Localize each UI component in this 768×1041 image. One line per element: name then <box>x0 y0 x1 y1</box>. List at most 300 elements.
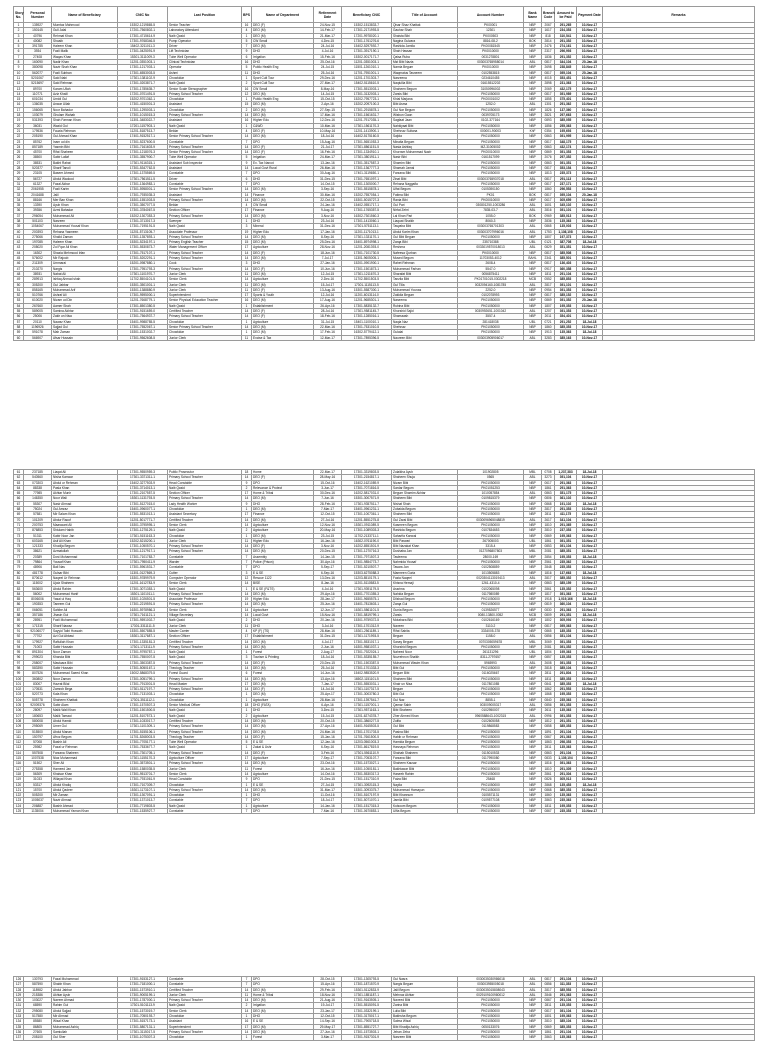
table-cell: 15402-0551717-1 <box>342 203 392 208</box>
table-cell: Rashida Jamila <box>392 44 458 49</box>
table-cell: 17301-1089303-3 <box>342 528 392 533</box>
table-cell: 9-Aug-16 <box>314 208 342 213</box>
table-cell: UBL <box>524 319 542 324</box>
table-cell: Constable <box>168 977 242 982</box>
table-cell: 48 <box>14 271 24 276</box>
table-cell: 1,019,166 <box>555 597 577 602</box>
table-cell: 18-Jul-18 <box>577 570 603 575</box>
table-cell: 291,104 <box>555 998 577 1003</box>
table-cell: DHO <box>252 793 314 798</box>
table-cell: PK000503 <box>458 33 524 38</box>
table-cell: 10-Nov-17 <box>577 23 603 28</box>
table-cell: NBP <box>524 586 542 591</box>
table-cell: NBP <box>524 655 542 660</box>
table-cell: 3-Jul-16 <box>314 623 342 628</box>
table-cell: 31-Dec-15 <box>314 634 342 639</box>
table-cell: DEO (M) <box>252 102 314 107</box>
table-cell: Zher Ahmed Khan <box>392 713 458 718</box>
table-cell: 17301-5155106-1 <box>118 729 168 734</box>
table-cell: 0116025667 <box>458 671 524 676</box>
column-header: Name of Department <box>252 7 314 23</box>
table-cell: Primary School Teacher <box>168 549 242 554</box>
table-cell: 10-Nov-17 <box>577 1035 603 1040</box>
table-cell: 24-Mar-16 <box>314 729 342 734</box>
table-cell: 30-Aug-16 <box>314 171 342 176</box>
table-cell: 10-Nov-17 <box>577 75 603 80</box>
table-cell: 296,993 <box>555 49 577 54</box>
table-cell: 411,175 <box>555 512 577 517</box>
table-cell: 39 <box>14 224 24 229</box>
table-cell: Sardar Begum <box>392 485 458 490</box>
table-cell: PK00010000 <box>458 197 524 202</box>
table-cell: 557508 <box>24 750 52 755</box>
table-cell: 274,161 <box>555 44 577 49</box>
table-cell: 10-Nov-17 <box>577 113 603 118</box>
table-cell: 15-Oct-16 <box>314 480 342 485</box>
table-cell: 1811 <box>542 803 555 808</box>
table-cell: Naheed Noor <box>392 650 458 655</box>
table-cell: 1 <box>14 23 24 28</box>
table-cell: 0856 <box>542 982 555 987</box>
table-cell: Bali Nas <box>52 565 118 570</box>
table-cell: 56002 <box>24 591 52 596</box>
table-cell: 0858 <box>542 724 555 729</box>
table-cell: Saharifa Kanwal <box>392 533 458 538</box>
table-cell: 0863 <box>542 144 555 149</box>
table-cell: 291,305 <box>555 766 577 771</box>
table-cell: 0617 <box>542 197 555 202</box>
table-cell: 353,154 <box>555 166 577 171</box>
table-cell: 291,365 <box>555 522 577 527</box>
table-cell: 10-Nov-17 <box>577 187 603 192</box>
table-cell: 17301-7050193-7 <box>118 1014 168 1019</box>
table-cell: 305200 <box>24 282 52 287</box>
table-cell: 391,353 <box>555 703 577 708</box>
table-cell: Village Secretary <box>168 613 242 618</box>
table-cell: 27-Sep-15 <box>314 107 342 112</box>
table-cell: 17301-3115017-5 <box>118 1029 168 1034</box>
table-cell: Assistant <box>168 192 242 197</box>
table-cell: 45 <box>14 256 24 261</box>
table-cell: 17301-4715614-9 <box>118 33 168 38</box>
table-cell: 10-Nov-17 <box>577 54 603 59</box>
table-cell: 15302-0017171-7 <box>342 54 392 59</box>
table-cell: 0868 <box>542 787 555 792</box>
table-cell: NBP <box>524 266 542 271</box>
table-cell: 17301-7913001-5 <box>118 681 168 686</box>
table-cell: Rifat Sabita <box>392 628 458 633</box>
table-cell: 16202-5817031-0 <box>342 491 392 496</box>
table-cell: 38931 <box>24 271 52 276</box>
table-cell: NBP <box>524 287 542 292</box>
table-cell: PK01050000 <box>458 234 524 239</box>
table-cell: 27-Jan-16 <box>314 261 342 266</box>
table-cell: PK01050000 <box>458 91 524 96</box>
table-cell: 17301-1713111-9 <box>118 644 168 649</box>
table-cell: Said Rehman <box>52 81 118 86</box>
table-cell: 1 <box>242 803 252 808</box>
table-cell: Naib Qasid <box>168 803 242 808</box>
table-cell: 18-Jul-17 <box>314 798 342 803</box>
table-cell: 13 <box>14 86 24 91</box>
table-cell: NBP <box>524 496 542 501</box>
table-cell: CW Small <box>252 86 314 91</box>
table-cell: 15-Jan-16 <box>314 734 342 739</box>
table-cell: 195,693 <box>555 128 577 133</box>
table-cell: 108 <box>14 718 24 723</box>
table-cell: 85580 <box>24 1019 52 1024</box>
table-cell: Higher Edu <box>252 229 314 234</box>
table-cell: NBP <box>524 480 542 485</box>
table-cell: 17301-5107197-9 <box>342 793 392 798</box>
table-cell: 26-Mar-16 <box>314 166 342 171</box>
table-cell: 31-Jul-15 <box>314 319 342 324</box>
table-cell: 10-Nov-17 <box>577 107 603 112</box>
table-cell: 0117801085 <box>458 681 524 686</box>
table-cell: 17301-3517587-3 <box>342 160 392 165</box>
table-cell: Cutter <box>168 570 242 575</box>
table-cell: 28000-169 <box>458 554 524 559</box>
table-cell: 82 <box>14 581 24 586</box>
table-cell: 385,163 <box>555 335 577 340</box>
table-cell: 0969 <box>542 213 555 218</box>
table-cell: 2 <box>242 1003 252 1008</box>
table-cell: Muhammad Wasim Khan <box>392 660 458 665</box>
table-cell: 2 <box>242 618 252 623</box>
table-cell: 21-Jul-17 <box>314 144 342 149</box>
table-cell: 16302-7301560-3 <box>342 213 392 218</box>
table-cell: 17-Jan-16 <box>314 229 342 234</box>
table-cell: Assembly <box>252 554 314 559</box>
table-cell: 10-Nov-17 <box>577 798 603 803</box>
table-cell: 0107834653 <box>458 528 524 533</box>
table-cell: Tube Well Operator <box>168 740 242 745</box>
table-cell: 17301-5553031-1 <box>342 681 392 686</box>
table-cell: 1 <box>242 303 252 308</box>
table-cell: 297,663 <box>555 113 577 118</box>
table-cell: Ex. Tax Narcot <box>252 160 314 165</box>
table-cell: 14 <box>242 496 252 501</box>
table-cell: 20-Jan-16 <box>314 618 342 623</box>
table-cell: 395,363 <box>555 623 577 628</box>
table-cell: Salma Wisal <box>392 1019 458 1024</box>
table-cell: 18-Jul-18 <box>577 240 603 245</box>
table-cell: 17301-1573503-1 <box>342 1029 392 1034</box>
table-cell: 18-Jul-18 <box>577 501 603 506</box>
table-cell: 17301-7101783-7 <box>118 554 168 559</box>
table-cell: NBP <box>524 507 542 512</box>
table-cell: 2698 <box>542 65 555 70</box>
table-cell: NBP <box>524 681 542 686</box>
table-cell: 14 <box>242 665 252 670</box>
table-cell: Bibi Shaheen <box>392 708 458 713</box>
table-cell: 344,104 <box>555 60 577 65</box>
table-cell: Primary School Teacher <box>168 750 242 755</box>
table-cell: 10-Nov-17 <box>577 998 603 1003</box>
table-cell: Shaista Bibi <box>392 33 458 38</box>
table-cell: PK01050000 <box>458 171 524 176</box>
table-cell: Assistant Secretary <box>168 512 242 517</box>
table-cell: DEO (M) <box>252 644 314 649</box>
table-cell: Fazal Muhammad <box>52 977 118 982</box>
table-cell: 0817 <box>542 70 555 75</box>
table-cell: 311,353 <box>555 982 577 987</box>
table-cell: 15-Oct-15 <box>314 97 342 102</box>
table-cell: 10-Nov-17 <box>577 987 603 992</box>
table-cell: DHO <box>252 501 314 506</box>
table-cell: 11 <box>14 75 24 80</box>
table-cell: Chowkidar <box>168 330 242 335</box>
table-cell: Gul Tilla <box>392 282 458 287</box>
table-cell: Agriculture <box>252 277 314 282</box>
table-cell: Forest <box>252 650 314 655</box>
table-cell: 46 <box>14 261 24 266</box>
table-cell: PK01050000 <box>458 139 524 144</box>
table-cell: 125 <box>14 809 24 814</box>
table-cell: 77985 <box>24 491 52 496</box>
table-cell: 540560 <box>24 475 52 480</box>
table-cell: DEO (M) <box>252 282 314 287</box>
table-cell: DEO (M) <box>252 549 314 554</box>
table-cell: 391,995 <box>555 134 577 139</box>
table-cell: 124 <box>14 803 24 808</box>
table-cell: Primary English Teacher <box>168 240 242 245</box>
table-cell: 15301-1388880-9 <box>118 287 168 292</box>
column-header: Amount to be Paid <box>555 7 577 23</box>
table-cell: 15-Jul-17 <box>314 282 342 287</box>
table-cell: Sharafat Bibi <box>392 271 458 276</box>
table-cell: NBP <box>524 512 542 517</box>
table-cell: 28-Jul-16 <box>314 309 342 314</box>
table-cell: DEO (M) <box>252 213 314 218</box>
table-cell: 10-Nov-17 <box>577 81 603 86</box>
table-cell: 10-Nov-17 <box>577 65 603 70</box>
table-cell: NBP <box>524 602 542 607</box>
table-cell: 15202-2097100-3 <box>342 102 392 107</box>
table-cell: 92009376 <box>24 703 52 708</box>
table-cell: Public Health Eng <box>252 97 314 102</box>
table-cell: 11201-6274378-7 <box>342 713 392 718</box>
table-cell: 003003955005018 <box>458 982 524 987</box>
table-cell: 4 <box>14 38 24 43</box>
table-cell: 206887 <box>24 803 52 808</box>
table-cell: 17301-3371311-1 <box>118 475 168 480</box>
table-cell: 17 <box>14 107 24 112</box>
table-cell: MCB <box>524 613 542 618</box>
table-cell: 0115010533 <box>458 750 524 755</box>
table-cell: 391,353 <box>555 287 577 292</box>
table-cell: 27605 <box>24 1029 52 1034</box>
table-cell: PK01050000 <box>458 803 524 808</box>
table-cell: 10-Nov-17 <box>577 639 603 644</box>
table-cell: 31050996002 <box>458 86 524 91</box>
table-cell: 31033 <box>24 777 52 782</box>
table-cell: 28-Nov-16 <box>314 245 342 250</box>
table-cell: 2 <box>242 107 252 112</box>
table-cell: 12-Jun-17 <box>314 607 342 612</box>
table-cell: 2846 <box>542 992 555 997</box>
table-cell: 101902805 <box>458 470 524 475</box>
table-cell: Naseema <box>392 298 458 303</box>
table-cell: NBP <box>524 314 542 319</box>
table-cell: E & SE (F&TS) <box>252 586 314 591</box>
table-cell: NBP <box>524 787 542 792</box>
table-cell: 29-Apr-16 <box>314 591 342 596</box>
table-cell: Haleem Khan <box>52 240 118 245</box>
table-cell: 14 <box>242 187 252 192</box>
table-cell: 275358 <box>24 766 52 771</box>
table-cell: 17301-7651097-1 <box>342 176 392 181</box>
table-cell: Primary School Teacher <box>168 724 242 729</box>
table-cell: Rehana Yasmeen <box>52 229 118 234</box>
table-cell: 10-Nov-17 <box>577 1029 603 1034</box>
table-cell: 17301-5807131-1 <box>118 1024 168 1029</box>
table-cell: 53317 <box>24 782 52 787</box>
table-cell: 195,363 <box>555 650 577 655</box>
table-cell: 391,363 <box>555 761 577 766</box>
table-cell: 0996 <box>542 713 555 718</box>
table-cell: 101 <box>14 681 24 686</box>
table-cell: 12 <box>14 81 24 86</box>
table-cell: 0070305059678 <box>458 639 524 644</box>
table-cell: NBP <box>524 197 542 202</box>
table-cell: 15301-5015727-3 <box>342 197 392 202</box>
table-cell: 22-Mar-17 <box>314 470 342 475</box>
table-cell: 11201-7668779-1 <box>118 298 168 303</box>
table-cell: 16502-1151101-5 <box>342 676 392 681</box>
table-cell: 0109577108 <box>458 798 524 803</box>
table-cell: 18 <box>242 470 252 475</box>
table-cell: Akhtar Munir <box>52 491 118 496</box>
table-cell: Zubaida Begum <box>392 507 458 512</box>
table-cell: Sports & Youth <box>252 293 314 298</box>
table-cell: 2848 <box>542 565 555 570</box>
table-cell: DEO (M) <box>252 1029 314 1034</box>
table-cell: 16302 <box>24 250 52 255</box>
table-cell: 291,104 <box>555 1029 577 1034</box>
table-cell: 14 <box>242 549 252 554</box>
table-cell: 15301-5234197-1 <box>118 240 168 245</box>
table-cell: 115 <box>14 756 24 761</box>
table-cell: 17301-1107317-5 <box>342 687 392 692</box>
table-cell: 10-Nov-17 <box>577 718 603 723</box>
table-cell: 6 <box>242 176 252 181</box>
table-cell: 10-Nov-17 <box>577 740 603 745</box>
table-cell: Rafiullah Khan <box>52 639 118 644</box>
table-cell: 14-Jun-16 <box>314 671 342 676</box>
table-cell: DHO <box>252 70 314 75</box>
table-cell: Primary School Teacher <box>168 787 242 792</box>
table-cell: PK01050000 <box>458 507 524 512</box>
table-cell: 235,363 <box>555 798 577 803</box>
table-cell: 12-Jan-16 <box>314 740 342 745</box>
table-cell: 291,104 <box>555 271 577 276</box>
table-cell: 17301-9153127-1 <box>118 977 168 982</box>
table-cell: 0868 <box>542 501 555 506</box>
table-cell: 17301-1007361-1 <box>342 512 392 517</box>
table-cell: Ujaiz Shaheen <box>52 581 118 586</box>
table-cell: 25-Apr-17 <box>314 692 342 697</box>
table-cell: 2817 <box>542 507 555 512</box>
table-cell: 17301-7131003-1 <box>118 692 168 697</box>
table-cell: Gul Nasra <box>392 977 458 982</box>
table-cell: 14 <box>242 607 252 612</box>
table-cell: Primary School Teacher <box>168 687 242 692</box>
table-cell: Naib Qasid <box>168 713 242 718</box>
table-cell: Mir Salam Khan <box>52 512 118 517</box>
table-cell: 92 <box>14 634 24 639</box>
table-cell: 7-Sep-17 <box>314 756 342 761</box>
table-cell: 391,989 <box>555 91 577 96</box>
table-cell: 69 <box>14 512 24 517</box>
table-cell: 197085 <box>24 240 52 245</box>
table-cell: 3-Mar-17 <box>314 1035 342 1040</box>
table-cell: 191,102 <box>555 501 577 506</box>
table-cell: 1 <box>242 745 252 750</box>
table-cell: Khalid Zaman <box>52 234 118 239</box>
table-cell: 0032094160-1081785 <box>458 282 524 287</box>
table-cell: NBP <box>524 33 542 38</box>
table-cell: Junior Clerk <box>168 538 242 543</box>
table-cell: 1807 <box>542 303 555 308</box>
table-cell: Nawaz Khan <box>52 319 118 324</box>
table-cell: 23105 <box>24 171 52 176</box>
table-cell: 17301-1101309-1 <box>118 724 168 729</box>
table-cell: Superintendent <box>168 293 242 298</box>
table-cell: Senior Clerk <box>168 771 242 776</box>
table-cell: Naeem Ahmad <box>52 998 118 1003</box>
table-cell: Naib Qasid <box>168 1003 242 1008</box>
table-cell: 15301-3093375-7 <box>342 787 392 792</box>
table-cell: 15301-1101011-1 <box>118 591 168 596</box>
table-cell: 11701-5268003-5 <box>118 734 168 739</box>
table-cell: 17 <box>242 293 252 298</box>
table-cell: Chowkidar <box>168 692 242 697</box>
table-cell: Sabir Alam <box>52 703 118 708</box>
table-cell: 94 <box>14 644 24 649</box>
table-cell: ABL <box>524 282 542 287</box>
table-cell: 391,352 <box>555 644 577 649</box>
table-cell: Primary School Teacher <box>168 602 242 607</box>
table-cell: Naib Qasid <box>168 33 242 38</box>
table-cell: Liaquat Shaikh <box>392 218 458 223</box>
table-cell: 29-May-17 <box>314 1024 342 1029</box>
table-cell: 6-Sep-16 <box>314 570 342 575</box>
table-cell: 18-Nov-16 <box>314 992 342 997</box>
table-cell: DPO <box>252 977 314 982</box>
table-cell: 23-Jul-15 <box>314 533 342 538</box>
table-cell: 10-Nov-17 <box>577 713 603 718</box>
table-cell: 118982 <box>24 987 52 992</box>
table-cell: 16-Jan-16 <box>314 538 342 543</box>
table-cell: PK0010000 <box>458 65 524 70</box>
table-cell: 1 <box>242 708 252 713</box>
table-cell: 1 <box>242 123 252 128</box>
table-cell: NBP <box>524 160 542 165</box>
table-cell: Forest <box>252 671 314 676</box>
table-cell: 1 <box>242 319 252 324</box>
table-cell: Senior Clerk <box>168 522 242 527</box>
table-cell: 88 <box>14 613 24 618</box>
table-cell: 11-Oct-16 <box>314 793 342 798</box>
table-cell: Khair un Nisa <box>392 681 458 686</box>
table-cell: Mir Rajoob <box>52 256 118 261</box>
table-cell: NBP <box>524 501 542 506</box>
table-cell: 10 <box>14 70 24 75</box>
table-cell: Noor Zaman <box>52 676 118 681</box>
table-cell: 30-Dec-16 <box>314 491 342 496</box>
table-cell: Junior Clerk <box>168 766 242 771</box>
